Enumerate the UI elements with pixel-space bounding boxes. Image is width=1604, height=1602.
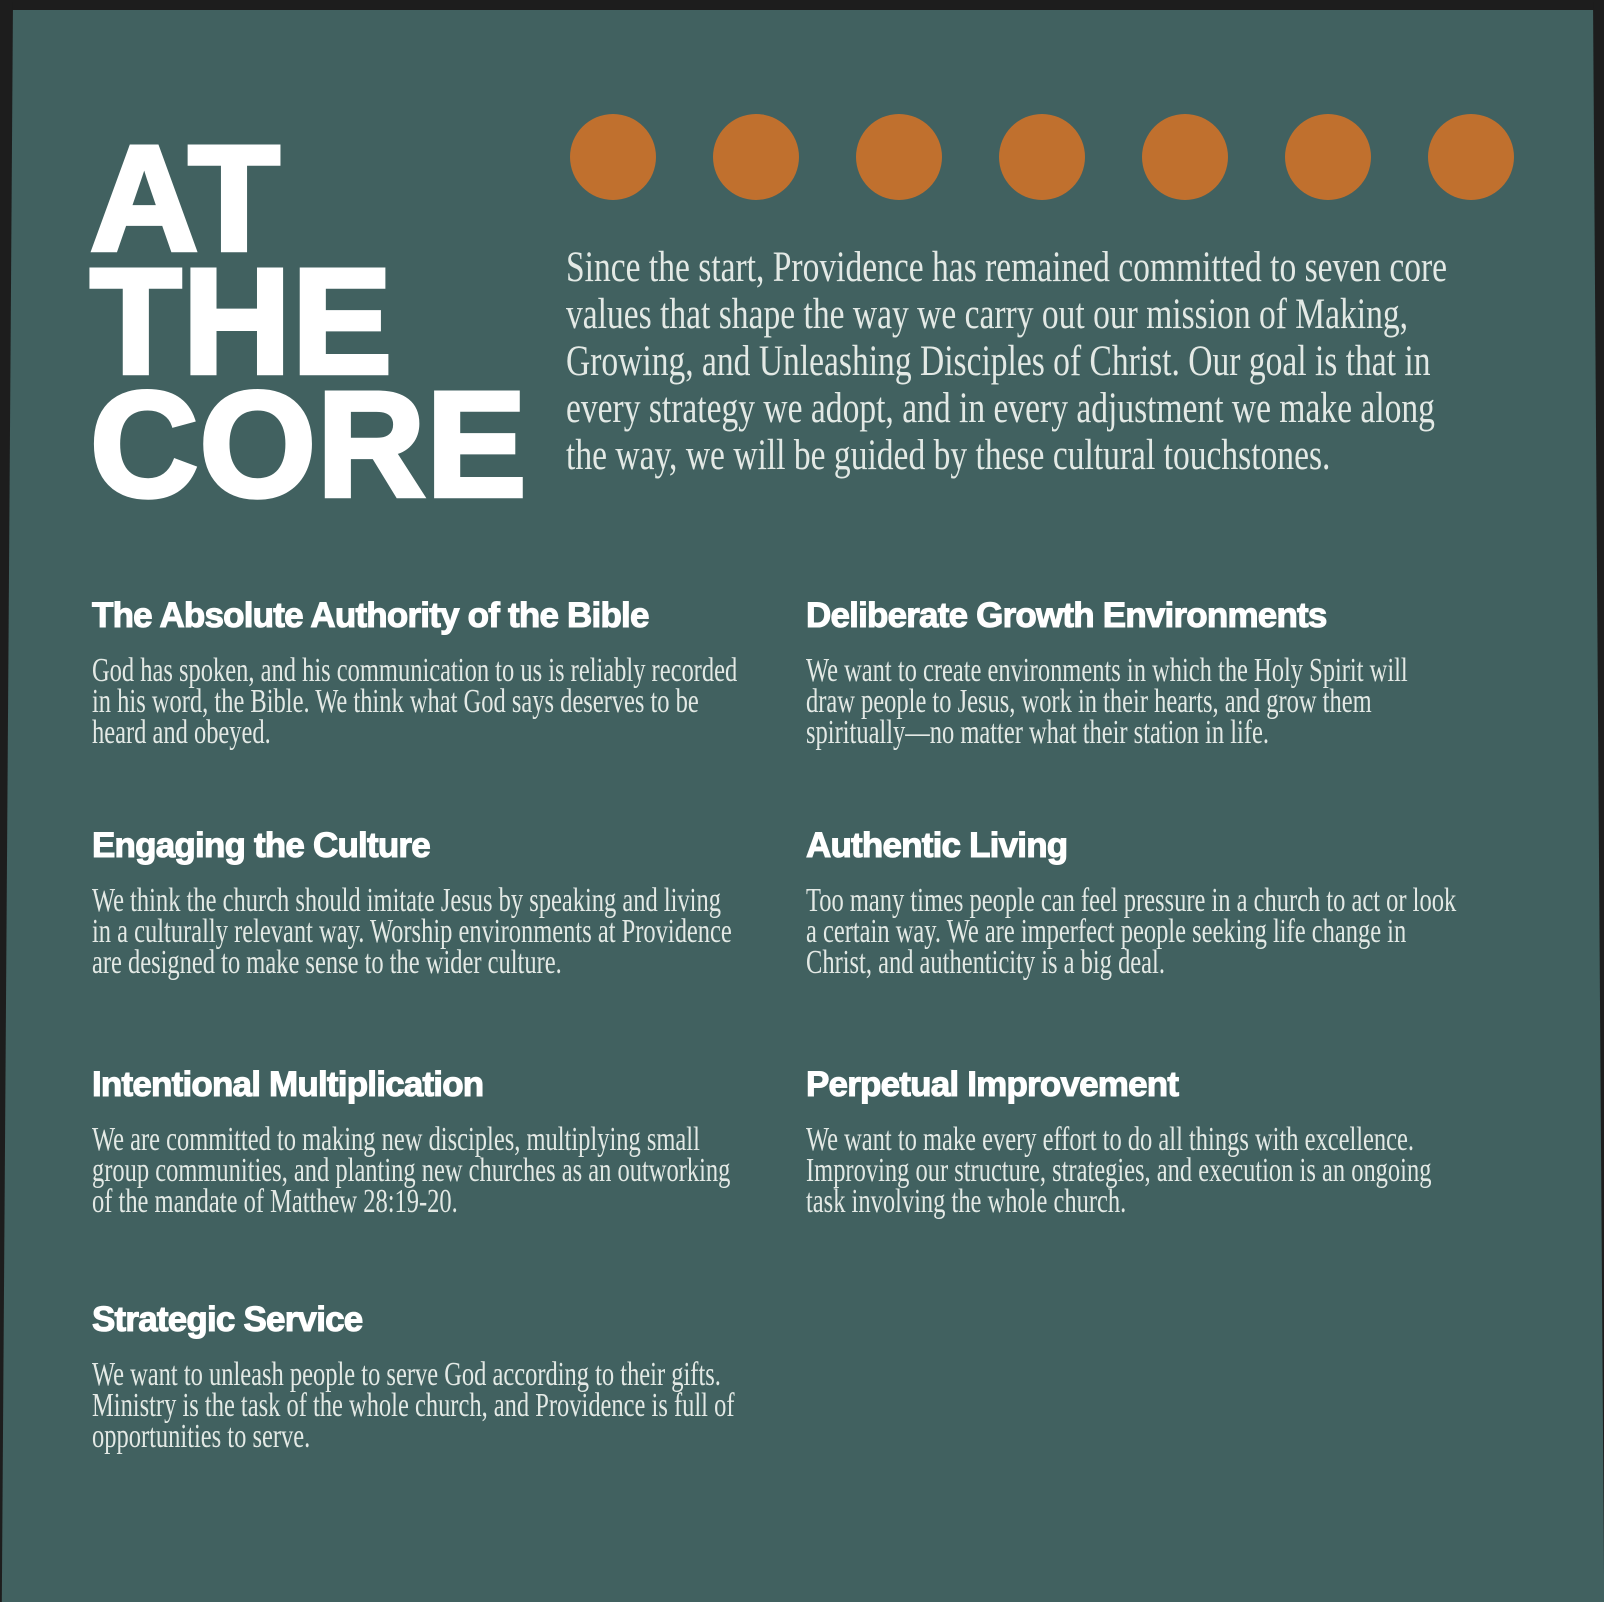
scan-frame-right (1593, 0, 1604, 1602)
dot-icon (570, 114, 656, 200)
value-heading: Deliberate Growth Environments (806, 596, 1327, 635)
value-heading: The Absolute Authority of the Bible (92, 596, 649, 635)
scan-frame-left (0, 0, 13, 1602)
value-body: God has spoken, and his communication to us is reliably recorded in his word, the Bible. We think what God says deserves to be heard and obeyed. (92, 652, 744, 751)
value-section-strategic-service (92, 1299, 997, 1455)
page-title (90, 114, 528, 528)
dot-icon (999, 114, 1085, 200)
value-heading: Intentional Multiplication (92, 1065, 484, 1104)
value-body: We want to create environments in which the Holy Spirit will draw people to Jesus, work in their hearts, and grow them spiritually—no matter what their station in life. (806, 652, 1414, 751)
value-section-deliberate-growth (806, 595, 1604, 751)
dot-icon (856, 114, 942, 200)
value-heading: Perpetual Improvement (806, 1065, 1179, 1104)
title-line: AT (90, 114, 281, 282)
title-line: CORE (90, 360, 528, 528)
value-section-authentic-living (806, 825, 1604, 981)
value-body: Too many times people can feel pressure in a church to act or look a certain way. We are imperfect people seeking life change in Christ, and authenticity is a big deal. (806, 882, 1463, 981)
dot-icon (713, 114, 799, 200)
title-line: THE (90, 237, 393, 405)
value-body: We want to make every effort to do all things with excellence. Improving our structure, strategies, and execution is an ongoing task involving the whole church. (806, 1121, 1438, 1220)
value-section-perpetual-improvement (806, 1064, 1604, 1220)
value-body: We think the church should imitate Jesus by speaking and living in a culturally relevant way. Worship environments at Providence are designed to make sense to the wider culture. (92, 882, 738, 981)
value-body: We want to unleash people to serve God according to their gifts. Ministry is the task of the whole church, and Providence is full of opportunities to serve. (92, 1356, 741, 1455)
scan-frame-top (0, 0, 1604, 10)
value-heading: Strategic Service (92, 1300, 363, 1339)
intro-paragraph: Since the start, Providence has remained committed to seven core values that shape the way we carry out our mission of Making, Growing, and Unleashing Disciples of Christ. Our goal is that in every strategy we adopt, and in every adjustment we make along the way, we will be guided by these cultural touchstones. (566, 244, 1448, 479)
value-heading: Authentic Living (806, 826, 1068, 865)
core-values-dot-row (570, 114, 1514, 200)
dot-icon (1285, 114, 1371, 200)
dot-icon (1142, 114, 1228, 200)
dot-icon (1428, 114, 1514, 200)
value-body: We are committed to making new disciples, multiplying small group communities, and planting new churches as an outworking of the mandate of Matthew 28:19-20. (92, 1121, 737, 1220)
value-heading: Engaging the Culture (92, 826, 430, 865)
